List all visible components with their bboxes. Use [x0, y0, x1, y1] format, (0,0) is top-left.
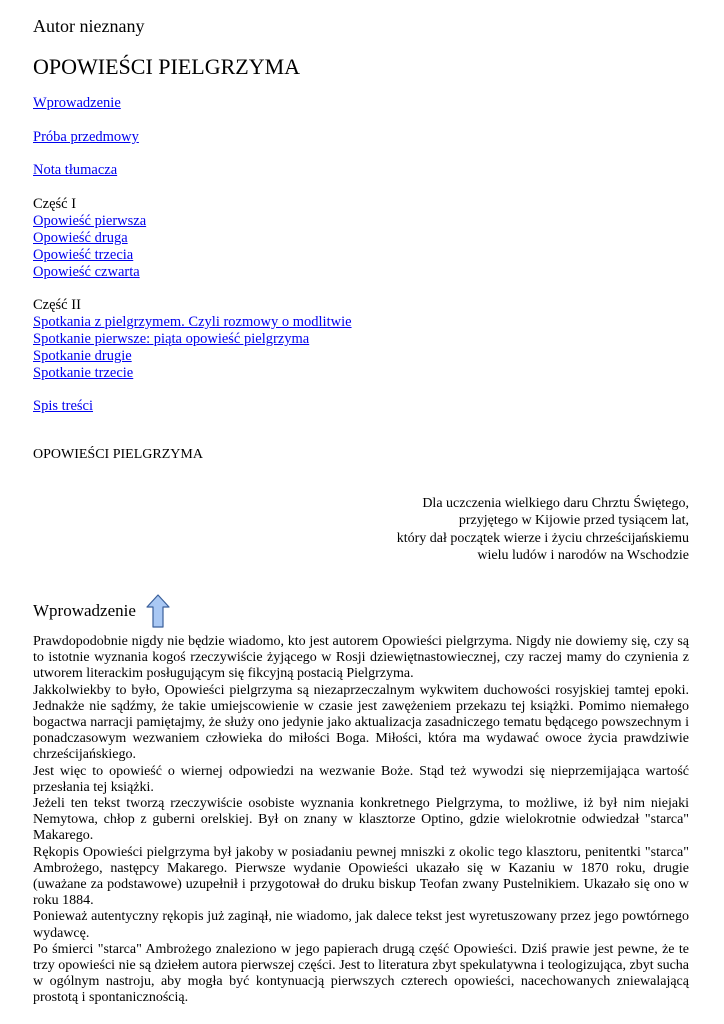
link-nota-tlumacza[interactable]: Nota tłumacza: [33, 162, 118, 178]
paragraph: Jakkolwiekby to było, Opowieści pielgrzyma są niezaprzeczalnym wykwitem duchowości rosyjskiej tamtej epoki. Jednakże nie sądźmy, że takie umiejscowienie w czasie jest zawężeniem przekazu tej książki. Pomimo niemałego bogactwa narracji pamiętajmy, że służy ono jedynie jako aktualizacja zasadniczego tematu będącego powszechnym i ponadczasowym wezwaniem człowieka do miłości Boga. Miłości, która ma wydawać owoce życia prawdziwie chrześcijańskiego.: [33, 682, 689, 763]
section-title: OPOWIEŚCI PIELGRZYMA: [33, 447, 203, 462]
dedication-line: Dla uczczenia wielkiego daru Chrztu Świętego,: [422, 496, 689, 511]
link-wprowadzenie[interactable]: Wprowadzenie: [33, 95, 121, 111]
link-proba-przedmowy[interactable]: Próba przedmowy: [33, 129, 139, 145]
intro-heading-row: [33, 596, 170, 626]
toc-translator-note: [33, 162, 117, 179]
intro-heading: Wprowadzenie: [33, 601, 136, 620]
link-spotkanie-drugie[interactable]: Spotkanie drugie: [33, 348, 132, 364]
up-arrow-icon[interactable]: [146, 594, 170, 628]
link-opowiesc-druga[interactable]: Opowieść druga: [33, 230, 128, 246]
document-title: OPOWIEŚCI PIELGRZYMA: [33, 54, 301, 79]
paragraph: Ponieważ autentyczny rękopis już zaginął, nie wiadomo, jak dalece tekst jest wyretuszowany przez jego powtórnego wydawcę.: [33, 909, 689, 941]
link-spis-tresci[interactable]: Spis treści: [33, 398, 94, 414]
link-spotkanie-pierwsze[interactable]: Spotkanie pierwsze: piąta opowieść pielgrzyma: [33, 331, 310, 347]
dedication: [397, 495, 689, 565]
paragraph: Po śmierci "starca" Ambrożego znaleziono w jego papierach drugą część Opowieści. Dziś prawie jest pewne, że te trzy opowieści nie są dziełem autora pierwszej części. Jest to literatura zbyt spekulatywna i teologizująca, zbyt sucha w ogólnym nastroju, aby mogła być kontynuacją pierwszych czterech opowieści, nacechowanych zniewalającą prostotą i spontanicznością.: [33, 941, 689, 1006]
paragraph: Jest więc to opowieść o wiernej odpowiedzi na wezwanie Boże. Stąd też wywodzi się nieprzemijająca wartość przesłania tej książki.: [33, 763, 689, 795]
link-opowiesc-pierwsza[interactable]: Opowieść pierwsza: [33, 213, 147, 229]
paragraph: Rękopis Opowieści pielgrzyma był jakoby w posiadaniu pewnej mniszki z okolic tego klasztoru, penitentki "starca" Ambrożego, następcy Makarego. Pierwsze wydanie Opowieści ukazało się w Kazaniu w 1870 roku, drugie (uważane za podstawowe) uzupełnił i przygotował do druku biskup Teofan zwany Pustelnikiem. Ukazało się ono w roku 1884.: [33, 844, 689, 909]
paragraph: Jeżeli ten tekst tworzą rzeczywiście osobiste wyznania konkretnego Pielgrzyma, to możliwe, iż był nim niejaki Nemytowa, chłop z guberni orelskiej. Był on znany w klasztorze Optino, gdzie wielokrotnie odwiedzał "starca" Makarego.: [33, 796, 689, 844]
link-opowiesc-trzecia[interactable]: Opowieść trzecia: [33, 247, 134, 263]
toc-part-1: [33, 196, 146, 281]
toc-part-2: [33, 297, 352, 382]
dedication-line: przyjętego w Kijowie przed tysiącem lat,: [458, 513, 689, 529]
dedication-line: wielu ludów i narodów na Wschodzie: [477, 548, 689, 564]
link-spotkania-z-pielgrzymem[interactable]: Spotkania z pielgrzymem. Czyli rozmowy o modlitwie: [33, 314, 352, 330]
link-spotkanie-trzecie[interactable]: Spotkanie trzecie: [33, 365, 134, 381]
toc-intro: [33, 95, 121, 112]
toc-contents: [33, 398, 93, 415]
dedication-line: który dał początek wierze i życiu chrześcijańskiemu: [396, 530, 689, 546]
part-2-label: Część II: [33, 297, 81, 313]
part-1-label: Część I: [33, 196, 77, 212]
intro-body: [33, 634, 689, 1007]
link-opowiesc-czwarta[interactable]: Opowieść czwarta: [33, 264, 140, 280]
author-line: Autor nieznany: [33, 16, 145, 36]
toc-preface: [33, 129, 139, 146]
paragraph: Prawdopodobnie nigdy nie będzie wiadomo, kto jest autorem Opowieści pielgrzyma. Nigdy nie dowiemy się, czy są to istotnie wyznania kogoś rzeczywiście żyjącego w Rosji dziewiętnastowiecznej, czy raczej mamy do czynienia z utworem literackim posługującym się fikcyjną postacią Pielgrzyma.: [33, 634, 689, 682]
